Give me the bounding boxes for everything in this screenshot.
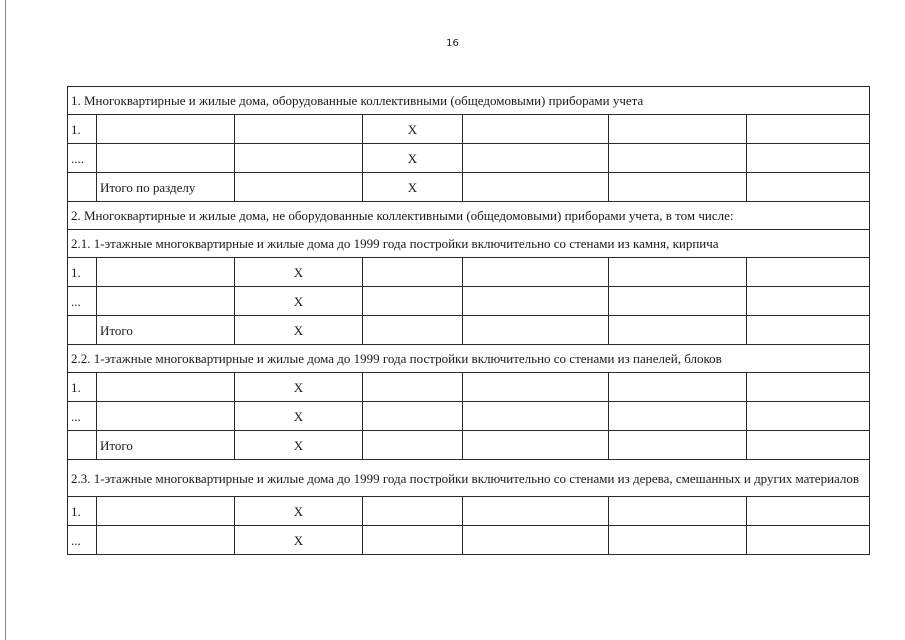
cell <box>463 431 609 460</box>
table-row <box>68 373 870 402</box>
table-row <box>68 497 870 526</box>
section-heading: 1. Многоквартирные и жилые дома, оборудованные коллективными (общедомовыми) приборами учета <box>68 87 870 115</box>
cell <box>463 497 609 526</box>
cell <box>609 173 747 202</box>
section-heading-row <box>68 230 870 258</box>
x-mark: X <box>235 526 363 555</box>
row-label <box>97 287 235 316</box>
cell <box>363 526 463 555</box>
cell <box>363 497 463 526</box>
section-heading: 2.1. 1-этажные многоквартирные и жилые дома до 1999 года постройки включительно со стенами из камня, кирпича <box>68 230 870 258</box>
cell <box>609 115 747 144</box>
page-number: 16 <box>446 38 459 49</box>
cell <box>363 373 463 402</box>
form-table <box>67 86 870 555</box>
row-label <box>97 526 235 555</box>
section-heading-row <box>68 345 870 373</box>
x-mark: X <box>363 144 463 173</box>
table-row <box>68 115 870 144</box>
row-label <box>97 497 235 526</box>
table-row <box>68 402 870 431</box>
row-number <box>68 431 97 460</box>
cell <box>463 526 609 555</box>
cell <box>463 173 609 202</box>
row-label: Итого <box>97 431 235 460</box>
row-number: ... <box>68 287 97 316</box>
row-number: .... <box>68 144 97 173</box>
cell <box>463 373 609 402</box>
cell <box>747 115 870 144</box>
cell <box>747 144 870 173</box>
cell <box>463 115 609 144</box>
row-number: ... <box>68 402 97 431</box>
cell <box>363 258 463 287</box>
row-label <box>97 373 235 402</box>
x-mark: X <box>235 258 363 287</box>
x-mark: X <box>235 402 363 431</box>
row-label: Итого <box>97 316 235 345</box>
cell <box>363 316 463 345</box>
cell <box>235 144 363 173</box>
cell <box>747 173 870 202</box>
cell <box>609 402 747 431</box>
cell <box>747 258 870 287</box>
cell <box>747 497 870 526</box>
cell <box>747 431 870 460</box>
section-heading: 2.3. 1-этажные многоквартирные и жилые дома до 1999 года постройки включительно со стенами из дерева, смешанных и других материалов <box>68 460 870 497</box>
cell <box>747 373 870 402</box>
cell <box>363 287 463 316</box>
cell <box>747 316 870 345</box>
cell <box>609 497 747 526</box>
table-row-total <box>68 431 870 460</box>
x-mark: X <box>235 316 363 345</box>
row-number: 1. <box>68 373 97 402</box>
section-heading-row <box>68 460 870 497</box>
x-mark: X <box>363 115 463 144</box>
cell <box>463 316 609 345</box>
section-heading: 2.2. 1-этажные многоквартирные и жилые дома до 1999 года постройки включительно со стенами из панелей, блоков <box>68 345 870 373</box>
cell <box>363 431 463 460</box>
cell <box>463 258 609 287</box>
section-heading: 2. Многоквартирные и жилые дома, не оборудованные коллективными (общедомовыми) приборами учета, в том числе: <box>68 202 870 230</box>
cell <box>747 526 870 555</box>
cell <box>463 287 609 316</box>
x-mark: X <box>235 287 363 316</box>
table-row-total <box>68 173 870 202</box>
x-mark: X <box>235 373 363 402</box>
left-margin-line <box>5 0 6 640</box>
section-heading-row <box>68 202 870 230</box>
cell <box>609 526 747 555</box>
cell <box>363 402 463 431</box>
row-label <box>97 144 235 173</box>
row-number: 1. <box>68 115 97 144</box>
row-label: Итого по разделу <box>97 173 235 202</box>
cell <box>235 115 363 144</box>
cell <box>235 173 363 202</box>
cell <box>747 402 870 431</box>
section-heading-row <box>68 87 870 115</box>
cell <box>463 144 609 173</box>
row-number: ... <box>68 526 97 555</box>
table-row <box>68 287 870 316</box>
cell <box>747 287 870 316</box>
cell <box>609 287 747 316</box>
x-mark: X <box>363 173 463 202</box>
table-row <box>68 258 870 287</box>
x-mark: X <box>235 497 363 526</box>
cell <box>463 402 609 431</box>
table-row-total <box>68 316 870 345</box>
table-row <box>68 526 870 555</box>
cell <box>609 316 747 345</box>
row-number <box>68 173 97 202</box>
row-number: 1. <box>68 258 97 287</box>
row-label <box>97 258 235 287</box>
row-number: 1. <box>68 497 97 526</box>
row-number <box>68 316 97 345</box>
table-row <box>68 144 870 173</box>
cell <box>609 373 747 402</box>
row-label <box>97 115 235 144</box>
cell <box>609 144 747 173</box>
cell <box>609 431 747 460</box>
cell <box>609 258 747 287</box>
x-mark: X <box>235 431 363 460</box>
row-label <box>97 402 235 431</box>
